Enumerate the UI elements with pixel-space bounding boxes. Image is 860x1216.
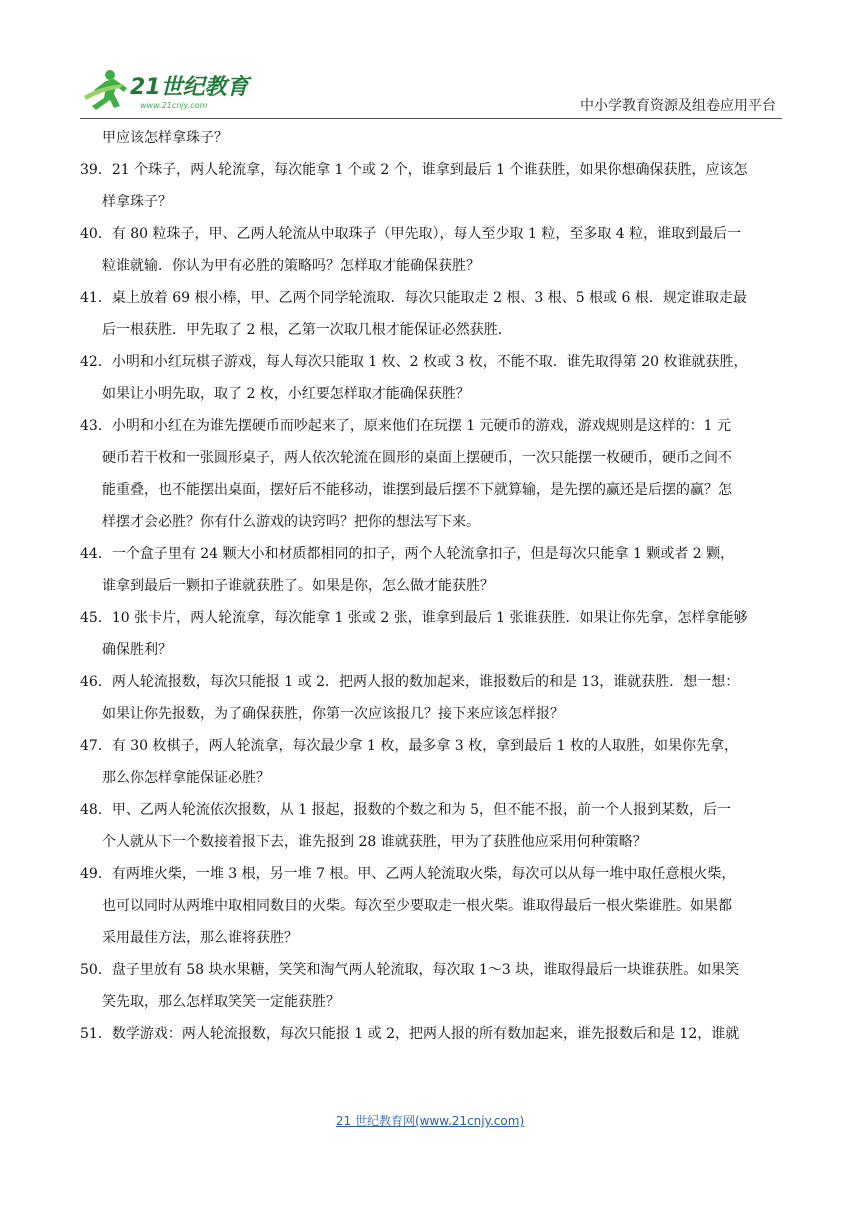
platform-title: 中小学教育资源及组卷应用平台 <box>580 98 776 114</box>
text-line: 如果让小明先取，取了 2 枚，小红要怎样取才能确保获胜？ <box>102 386 470 402</box>
header-divider <box>80 118 782 119</box>
logo-text: 21世纪教育 <box>130 75 249 100</box>
text-line: 后一根获胜．甲先取了 2 根，乙第一次取几根才能保证必然获胜． <box>102 322 512 338</box>
text-line: 个人就从下一个数接着报下去，谁先报到 28 谁就获胜，甲为了获胜他应采用何种策略？ <box>102 834 647 850</box>
question-49: 49．有两堆火柴，一堆 3 根，另一堆 7 根。甲、乙两人轮流取火柴，每次可以从每一堆中取任意根火柴， <box>80 866 736 882</box>
page-header <box>80 66 780 118</box>
text-line: 也可以同时从两堆中取相同数目的火柴。每次至少要取走一根火柴。谁取得最后一根火柴谁胜。如果都 <box>102 898 732 914</box>
text-line: 粒谁就输．你认为甲有必胜的策略吗？怎样取才能确保获胜？ <box>102 258 480 274</box>
question-45: 45．10 张卡片，两人轮流拿，每次能拿 1 张或 2 张，谁拿到最后 1 张谁获胜．如果让你先拿，怎样拿能够 <box>80 610 748 626</box>
21cnjy-logo <box>80 66 260 114</box>
text-line: 确保胜利？ <box>102 642 172 658</box>
question-51: 51．数学游戏：两人轮流报数，每次只能报 1 或 2，把两人报的所有数加起来，谁先报数后和是 12，谁就 <box>80 1026 740 1042</box>
text-line: 样拿珠子？ <box>102 194 172 210</box>
question-42: 42．小明和小红玩棋子游戏，每人每次只能取 1 枚、2 枚或 3 枚，不能不取．谁先取得第 20 枚谁就获胜， <box>80 354 748 370</box>
question-43: 43．小明和小红在为谁先摆硬币而吵起来了，原来他们在玩摆 1 元硬币的游戏，游戏规则是这样的：1 元 <box>80 418 731 434</box>
question-41: 41．桌上放着 69 根小棒，甲、乙两个同学轮流取．每次只能取走 2 根、3 根、5 根或 6 根．规定谁取走最 <box>80 290 747 306</box>
text-line: 样摆才会必胜？你有什么游戏的诀窍吗？把你的想法写下来。 <box>102 514 480 530</box>
question-44: 44．一个盒子里有 24 颗大小和材质都相同的扣子，两个人轮流拿扣子，但是每次只能拿 1 颗或者 2 颗， <box>80 546 735 562</box>
text-line: 谁拿到最后一颗扣子谁就获胜了。如果是你，怎么做才能获胜？ <box>102 578 494 594</box>
question-39: 39．21 个珠子，两人轮流拿，每次能拿 1 个或 2 个，谁拿到最后 1 个谁获胜，如果你想确保获胜，应该怎 <box>80 162 748 178</box>
question-40: 40．有 80 粒珠子，甲、乙两人轮流从中取珠子（甲先取），每人至少取 1 粒，至多取 4 粒，谁取到最后一 <box>80 226 742 242</box>
text-line: 能重叠，也不能摆出桌面，摆好后不能移动，谁摆到最后摆不下就算输，是先摆的赢还是后摆的赢？怎 <box>102 482 732 498</box>
text-line: 采用最佳方法，那么谁将获胜？ <box>102 930 298 946</box>
text-line: 甲应该怎样拿珠子？ <box>102 130 228 146</box>
footer-link[interactable]: 21 世纪教育网(www.21cnjy.com) <box>335 1114 525 1128</box>
question-50: 50．盘子里放有 58 块水果糖，笑笑和淘气两人轮流取，每次取 1～3 块，谁取得最后一块谁获胜。如果笑 <box>80 962 740 978</box>
text-line: 硬币若干枚和一张圆形桌子，两人依次轮流在圆形的桌面上摆硬币，一次只能摆一枚硬币，硬币之间不 <box>102 450 732 466</box>
text-line: 如果让你先报数，为了确保获胜，你第一次应该报几？接下来应该怎样报？ <box>102 706 564 722</box>
page-footer <box>0 1112 860 1129</box>
text-line: 那么你怎样拿能保证必胜？ <box>102 770 270 786</box>
question-47: 47．有 30 枚棋子，两人轮流拿，每次最少拿 1 枚，最多拿 3 枚，拿到最后 1 枚的人取胜，如果你先拿， <box>80 738 738 754</box>
logo-url-text: www.21cnjy.com <box>140 101 208 110</box>
question-48: 48．甲、乙两人轮流依次报数，从 1 报起，报数的个数之和为 5，但不能不报，前一个人报到某数，后一 <box>80 802 731 818</box>
text-line: 笑先取，那么怎样取笑笑一定能获胜？ <box>102 994 340 1010</box>
runner-icon <box>84 70 127 110</box>
question-46: 46．两人轮流报数，每次只能报 1 或 2．把两人报的数加起来，谁报数后的和是 13，谁就获胜．想一想： <box>80 674 740 690</box>
question-list <box>80 122 782 1050</box>
